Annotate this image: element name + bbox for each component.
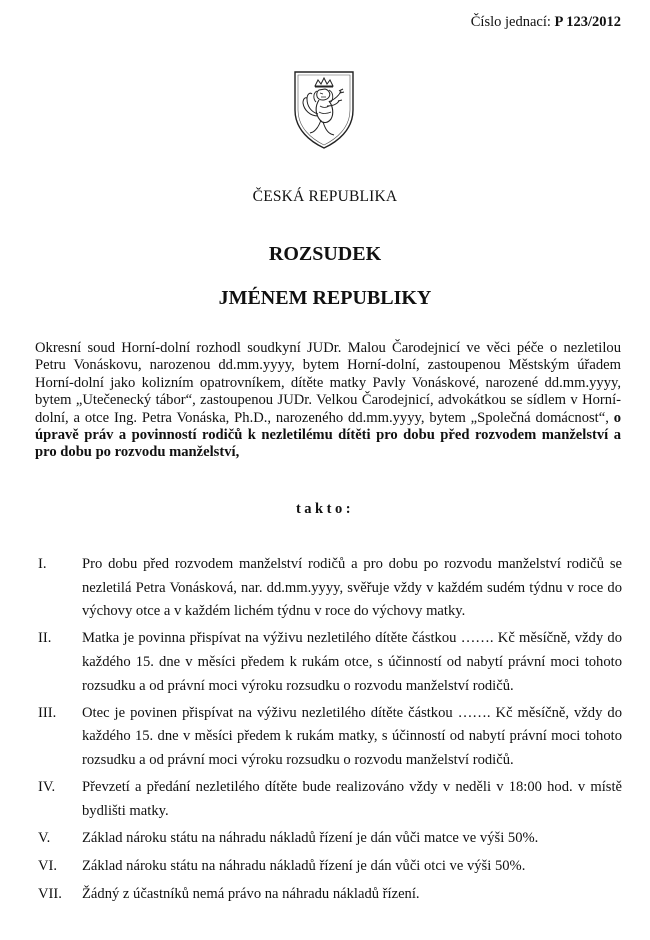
country-name: ČESKÁ REPUBLIKA [252, 188, 398, 205]
verdict-item [38, 702, 622, 773]
verdict-text: Otec je povinen přispívat na výživu nezletilého dítěte částkou ……. Kč měsíčně, vždy do každého 15. dne v měsíci předem k rukám matky, s účinností od nabytí právní moci tohoto rozsudku a od právní moci výroku rozsudku o rozvodu manželství rodičů. [82, 704, 622, 768]
verdict-number: V. [38, 829, 51, 846]
case-reference [471, 14, 621, 31]
verdict-item [38, 553, 622, 624]
verdict-number: IV. [38, 779, 56, 796]
czech-lion-coat-of-arms-icon [289, 66, 359, 150]
verdict-list [38, 553, 622, 911]
verdict-number: VI. [38, 857, 58, 874]
verdict-text: Matka je povinna přispívat na výživu nezletilého dítěte částkou ……. Kč měsíčně, vždy do každého 15. dne v měsíci předem k rukám otce, s účinností od nabytí právní moci tohoto rozsudku a od právní moci výroku rozsudku o rozvodu manželství rodičů. [82, 630, 622, 694]
intro-bold-text: o úpravě práv a povinností rodičů k nezletilému dítěti pro dobu před rozvodem manželství a pro dobu po rozvodu manželství, [35, 409, 622, 461]
document-title: ROZSUDEK [268, 243, 382, 265]
verdict-item [38, 627, 622, 698]
verdict-text: Základ nároku státu na náhradu nákladů řízení je dán vůči otci ve výši 50%. [82, 857, 526, 874]
case-reference-label: Číslo jednací: [470, 14, 551, 30]
case-reference-number: P 123/2012 [554, 14, 621, 30]
takto-heading: takto: [295, 501, 355, 517]
document-subtitle: JMÉNEM REPUBLIKY [218, 287, 432, 309]
verdict-number: II. [38, 630, 52, 647]
verdict-number: VII. [38, 885, 62, 902]
verdict-text: Žádný z účastníků nemá právo na náhradu nákladů řízení. [82, 885, 420, 902]
intro-text: Okresní soud Horní-dolní rozhodl soudkyní JUDr. Malou Čarodejnicí ve věci péče o nezletilou Petru Vonáskovu, narozenou dd.mm.yyyy, bytem Horní-dolní, zastoupenou Městským úřadem Horní-dolní jako kolizním opatrovníkem, dítěte matky Pavly Vonáskové, narozené dd.mm.yyyy, bytem „Utečenecký tábor“, zastoupenou JUDr. Velkou Čarodejnicí, advokátkou se sídlem v Horní-dolní, a otce Ing. Petra Vonáska, Ph.D., narozeného dd.mm.yyyy, bytem „Společná domácnost“, [35, 340, 621, 426]
verdict-number: III. [38, 704, 57, 721]
verdict-text: Převzetí a předání nezletilého dítěte bude realizováno vždy v neděli v 18:00 hod. v místě bydlišti matky. [82, 779, 622, 819]
intro-paragraph [35, 340, 621, 462]
verdict-item [38, 883, 622, 907]
verdict-text: Pro dobu před rozvodem manželství rodičů a pro dobu po rozvodu manželství rodičů se nezletilá Petra Vonásková, nar. dd.mm.yyyy, svěřuje vždy v každém sudém týdnu v roce do výchovy otce a v každém lichém týdnu v roce do výchovy matky. [82, 556, 622, 620]
verdict-number: I. [38, 556, 47, 572]
verdict-item [38, 855, 622, 879]
verdict-item [38, 827, 622, 851]
verdict-item [38, 776, 622, 823]
verdict-text: Základ nároku státu na náhradu nákladů řízení je dán vůči matce ve výši 50%. [82, 829, 539, 846]
